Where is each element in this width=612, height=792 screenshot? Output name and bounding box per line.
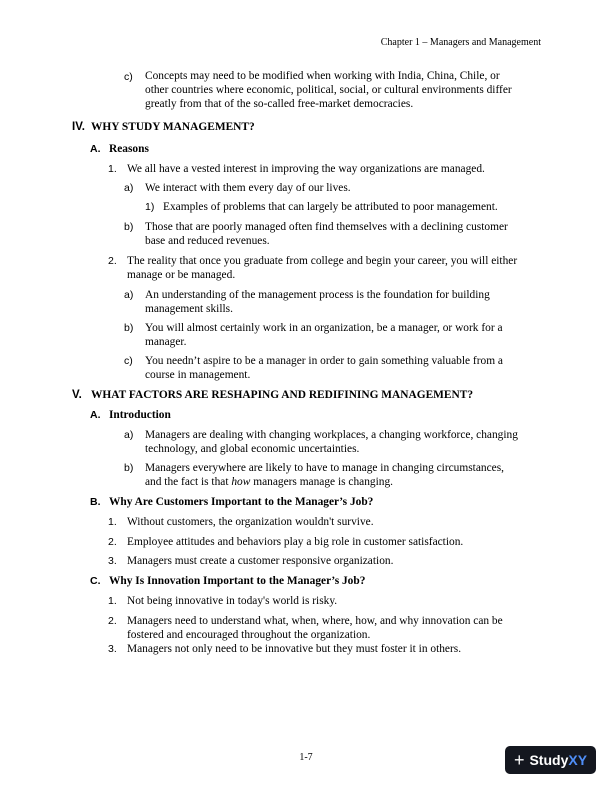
body-text-line: course in management. <box>145 369 251 381</box>
section-number: V. <box>72 389 82 401</box>
running-header: Chapter 1 – Managers and Management <box>380 37 541 48</box>
item-marker: a) <box>124 289 134 301</box>
plus-icon: + <box>513 750 525 770</box>
item-marker: 1. <box>108 516 117 528</box>
item-marker: 1) <box>145 201 155 213</box>
item-marker: a) <box>124 182 134 194</box>
body-text-line: Managers must create a customer responsive organization. <box>127 555 394 567</box>
body-text-line: Examples of problems that can largely be attributed to poor management. <box>163 201 498 213</box>
section-heading: WHY STUDY MANAGEMENT? <box>91 121 255 133</box>
body-text-line: Without customers, the organization wouldn't survive. <box>127 516 374 528</box>
body-text-line: Not being innovative in today's world is risky. <box>127 595 338 607</box>
subsection-heading: Introduction <box>109 409 171 421</box>
item-marker: 1. <box>108 163 117 175</box>
body-text-line: manage or be managed. <box>127 269 236 281</box>
body-text-line: management skills. <box>145 303 233 315</box>
subsection-heading: Why Are Customers Important to the Manager’s Job? <box>109 496 374 508</box>
body-text-line: technology, and global economic uncertainties. <box>145 443 360 455</box>
body-text-line: fostered and encouraged throughout the organization. <box>127 629 371 641</box>
item-marker: b) <box>124 221 134 233</box>
subsection-letter: A. <box>90 409 101 421</box>
item-marker: 2. <box>108 615 117 627</box>
subsection-letter: A. <box>90 143 101 155</box>
logo-accent: XY <box>568 752 588 768</box>
subsection-letter: B. <box>90 496 101 508</box>
body-text-line: base and reduced revenues. <box>145 235 270 247</box>
item-marker: c) <box>124 71 133 83</box>
item-marker: a) <box>124 429 134 441</box>
body-text-line: You needn’t aspire to be a manager in order to gain something valuable from a <box>145 355 503 367</box>
studyxy-logo[interactable] <box>505 746 596 774</box>
item-marker: 3. <box>108 555 117 567</box>
text-run: and the fact is that <box>145 476 232 488</box>
body-text-line: Managers are dealing with changing workplaces, a changing workforce, changing <box>145 429 518 441</box>
item-marker: b) <box>124 462 134 474</box>
body-text-line: greatly from that of the so-called free-market democracies. <box>145 98 414 110</box>
body-text-line: Those that are poorly managed often find themselves with a declining customer <box>145 221 508 233</box>
body-text-line <box>145 476 393 490</box>
item-marker: 2. <box>108 536 117 548</box>
item-marker: 1. <box>108 595 117 607</box>
subsection-heading: Why Is Innovation Important to the Manager’s Job? <box>109 575 366 587</box>
item-marker: c) <box>124 355 133 367</box>
body-text-line: Managers need to understand what, when, where, how, and why innovation can be <box>127 615 503 627</box>
page-number: 1-7 <box>299 752 313 763</box>
body-text-line: The reality that once you graduate from college and begin your career, you will either <box>127 255 518 267</box>
item-marker: 2. <box>108 255 117 267</box>
text-run: managers manage is changing. <box>250 476 394 488</box>
body-text-line: You will almost certainly work in an organization, be a manager, or work for a <box>145 322 503 334</box>
body-text-line: We interact with them every day of our lives. <box>145 182 351 194</box>
section-heading: WHAT FACTORS ARE RESHAPING AND REDIFINING MANAGEMENT? <box>91 389 474 401</box>
body-text-line: We all have a vested interest in improving the way organizations are managed. <box>127 163 485 175</box>
body-text-line: Managers everywhere are likely to have to manage in changing circumstances, <box>145 462 504 474</box>
subsection-heading: Reasons <box>109 143 149 155</box>
subsection-letter: C. <box>90 575 101 587</box>
body-text-line: An understanding of the management process is the foundation for building <box>145 289 490 301</box>
item-marker: b) <box>124 322 134 334</box>
section-number: IV. <box>72 121 86 133</box>
body-text-line: Concepts may need to be modified when working with India, China, Chile, or <box>145 70 500 82</box>
logo-name: Study <box>529 752 569 768</box>
body-text-line: Employee attitudes and behaviors play a big role in customer satisfaction. <box>127 536 464 548</box>
body-text-line: other countries where economic, political, social, or cultural environments differ <box>145 84 512 96</box>
body-text-line: manager. <box>145 336 187 348</box>
body-text-line: Managers not only need to be innovative but they must foster it in others. <box>127 643 462 655</box>
item-marker: 3. <box>108 643 117 655</box>
emphasis-text: how <box>231 476 251 488</box>
